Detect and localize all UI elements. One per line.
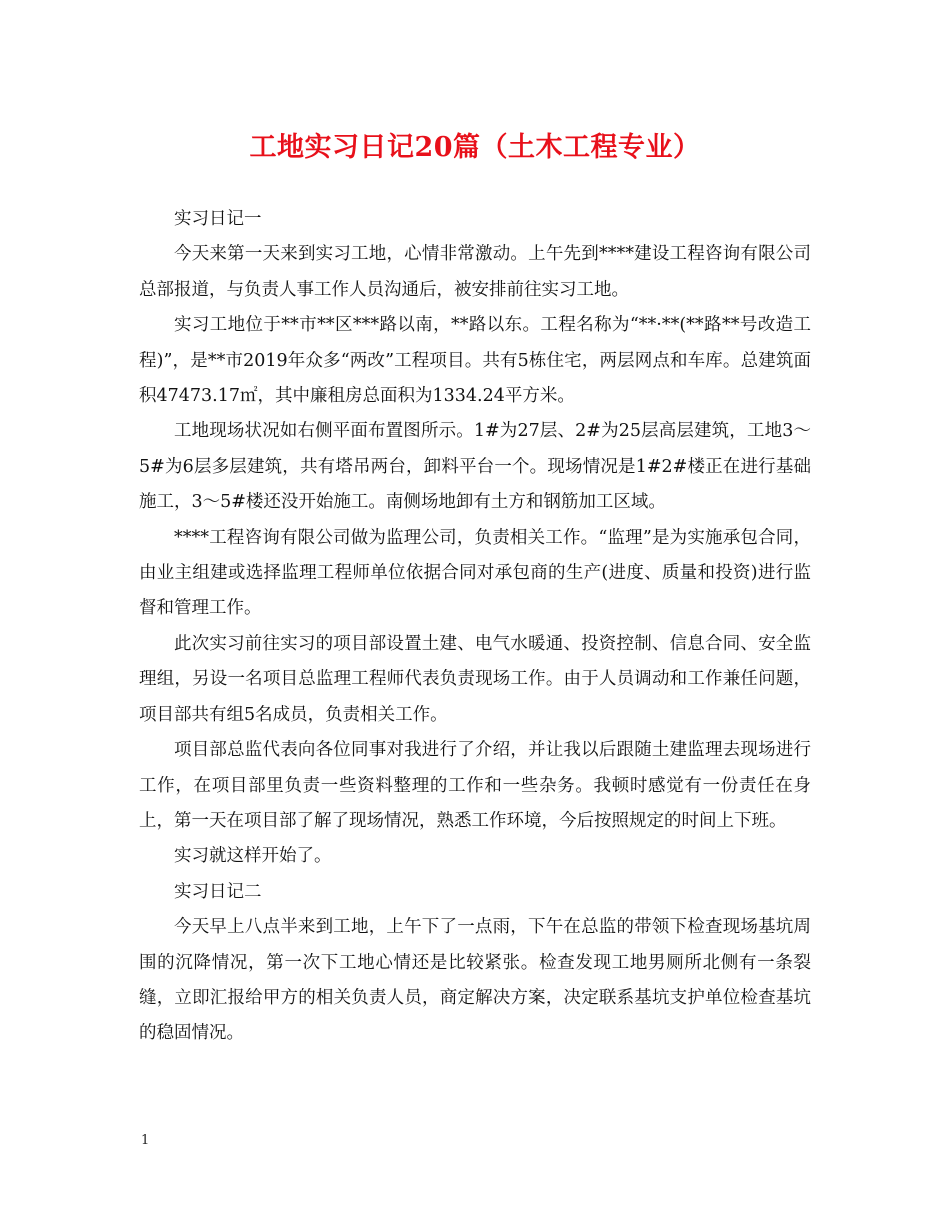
paragraph-diary-heading-2: 实习日记二 bbox=[174, 881, 262, 902]
paragraph: 项目部总监代表向各位同事对我进行了介绍，并让我以后跟随土建监理去现场进行工作，在项目部里负责一些资料整理的工作和一些杂务。我顿时感觉有一份责任在身上，第一天在项目部了解了现场情况，熟悉工作环境，今后按照规定的时间上下班。 bbox=[139, 740, 811, 831]
paragraph: 今天来第一天来到实习工地，心情非常激动。上午先到****建设工程咨询有限公司总部报道，与负责人事工作人员沟通后，被安排前往实习工地。 bbox=[139, 244, 811, 300]
document-body bbox=[139, 202, 811, 1052]
paragraph: 此次实习前往实习的项目部设置土建、电气水暖通、投资控制、信息合同、安全监理组，另设一名项目总监理工程师代表负责现场工作。由于人员调动和工作兼任问题，项目部共有组5名成员，负责相关工作。 bbox=[139, 633, 811, 725]
paragraph-diary-heading-1: 实习日记一 bbox=[174, 209, 262, 229]
paragraph: 工地现场状况如右侧平面布置图所示。1#为27层、2#为25层高层建筑，工地3～5#为6层多层建筑，共有塔吊两台，卸料平台一个。现场情况是1#2#楼正在进行基础施工，3～5#楼还没开始施工。南侧场地卸有土方和钢筋加工区域。 bbox=[139, 421, 811, 513]
page-number: 1 bbox=[141, 1133, 150, 1148]
paragraph: 今天早上八点半来到工地，上午下了一点雨，下午在总监的带领下检查现场基坑周围的沉降情况，第一次下工地心情还是比较紧张。检查发现工地男厕所北侧有一条裂缝，立即汇报给甲方的相关负责人员，商定解决方案，决定联系基坑支护单位检查基坑的稳固情况。 bbox=[139, 917, 811, 1044]
paragraph: ****工程咨询有限公司做为监理公司，负责相关工作。“监理”是为实施承包合同，由业主组建或选择监理工程师单位依据合同对承包商的生产(进度、质量和投资)进行监督和管理工作。 bbox=[139, 527, 811, 619]
document-title: 工地实习日记20篇（土木工程专业） bbox=[249, 132, 701, 163]
paragraph: 实习工地位于**市**区***路以南，**路以东。工程名称为“**·**(**路**号改造工程)”，是**市2019年众多“两改”工程项目。共有5栋住宅，两层网点和车库。总建筑面积47473.17㎡，其中廉租房总面积为1334.24平方米。 bbox=[139, 315, 811, 407]
paragraph: 实习就这样开始了。 bbox=[174, 846, 332, 867]
